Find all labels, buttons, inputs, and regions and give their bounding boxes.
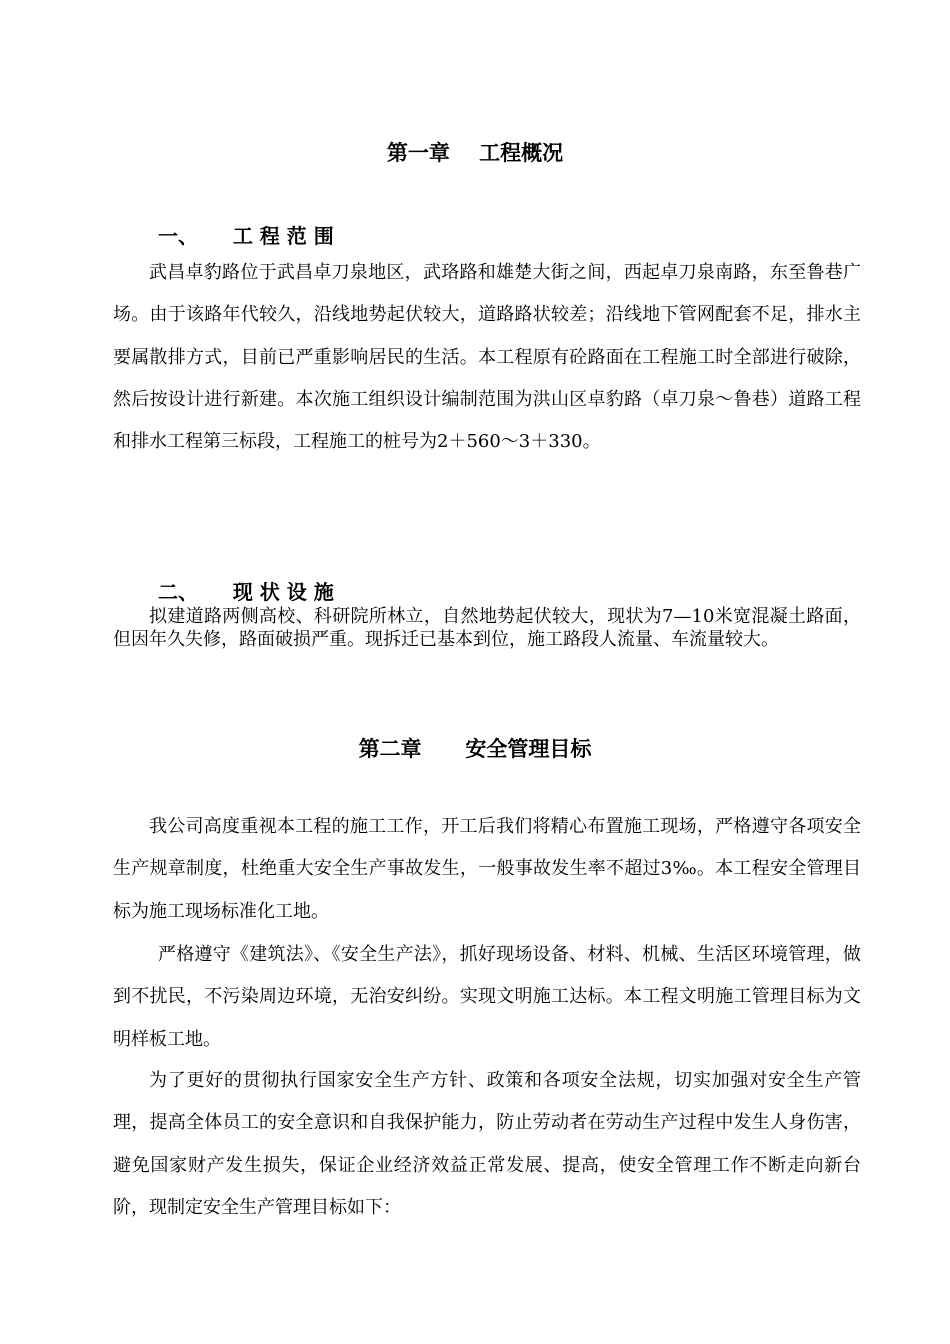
section-2-paragraph: 拟建道路两侧高校、科研院所林立，自然地势起伏较大，现状为7—10米宽混凝土路面，但因年久失修，路面破损严重。现拆迁已基本到位，施工路段人流量、车流量较大。 [113, 606, 861, 651]
section-1-heading: 一、 工 程 范 围 [158, 224, 334, 248]
chapter-2-paragraph-3: 为了更好的贯彻执行国家安全生产方针、政策和各项安全法规，切实加强对安全生产管理，提高全体员工的安全意识和自我保护能力，防止劳动者在劳动生产过程中发生人身伤害，避免国家财产发生损失，保证企业经济效益正常发展、提高，使安全管理工作不断走向新台阶，现制定安全生产管理目标如下： [113, 1070, 861, 1218]
chapter-1-title: 第一章 工程概况 [386, 141, 564, 165]
section-1-paragraph: 武昌卓豹路位于武昌卓刀泉地区，武珞路和雄楚大街之间，西起卓刀泉南路，东至鲁巷广场。由于该路年代较久，沿线地势起伏较大，道路路状较差；沿线地下管网配套不足，排水主要属散排方式，目前已严重影响居民的生活。本工程原有砼路面在工程施工时全部进行破除，然后按设计进行新建。本次施工组织设计编制范围为洪山区卓豹路（卓刀泉～鲁巷）道路工程和排水工程第三标段，工程施工的桩号为2＋560～3＋330。 [113, 262, 861, 453]
section-2-heading: 二、 现 状 设 施 [158, 580, 334, 604]
chapter-2-paragraph-1: 我公司高度重视本工程的施工工作，开工后我们将精心布置施工现场，严格遵守各项安全生产规章制度，杜绝重大安全生产事故发生，一般事故发生率不超过3‰。本工程安全管理目标为施工现场标准化工地。 [113, 816, 861, 922]
chapter-2-paragraph-2: 严格遵守《建筑法》、《安全生产法》，抓好现场设备、材料、机械、生活区环境管理，做到不扰民，不污染周边环境，无治安纠纷。实现文明施工达标。本工程文明施工管理目标为文明样板工地。 [113, 944, 861, 1050]
chapter-2-title: 第二章 安全管理目标 [358, 737, 592, 761]
